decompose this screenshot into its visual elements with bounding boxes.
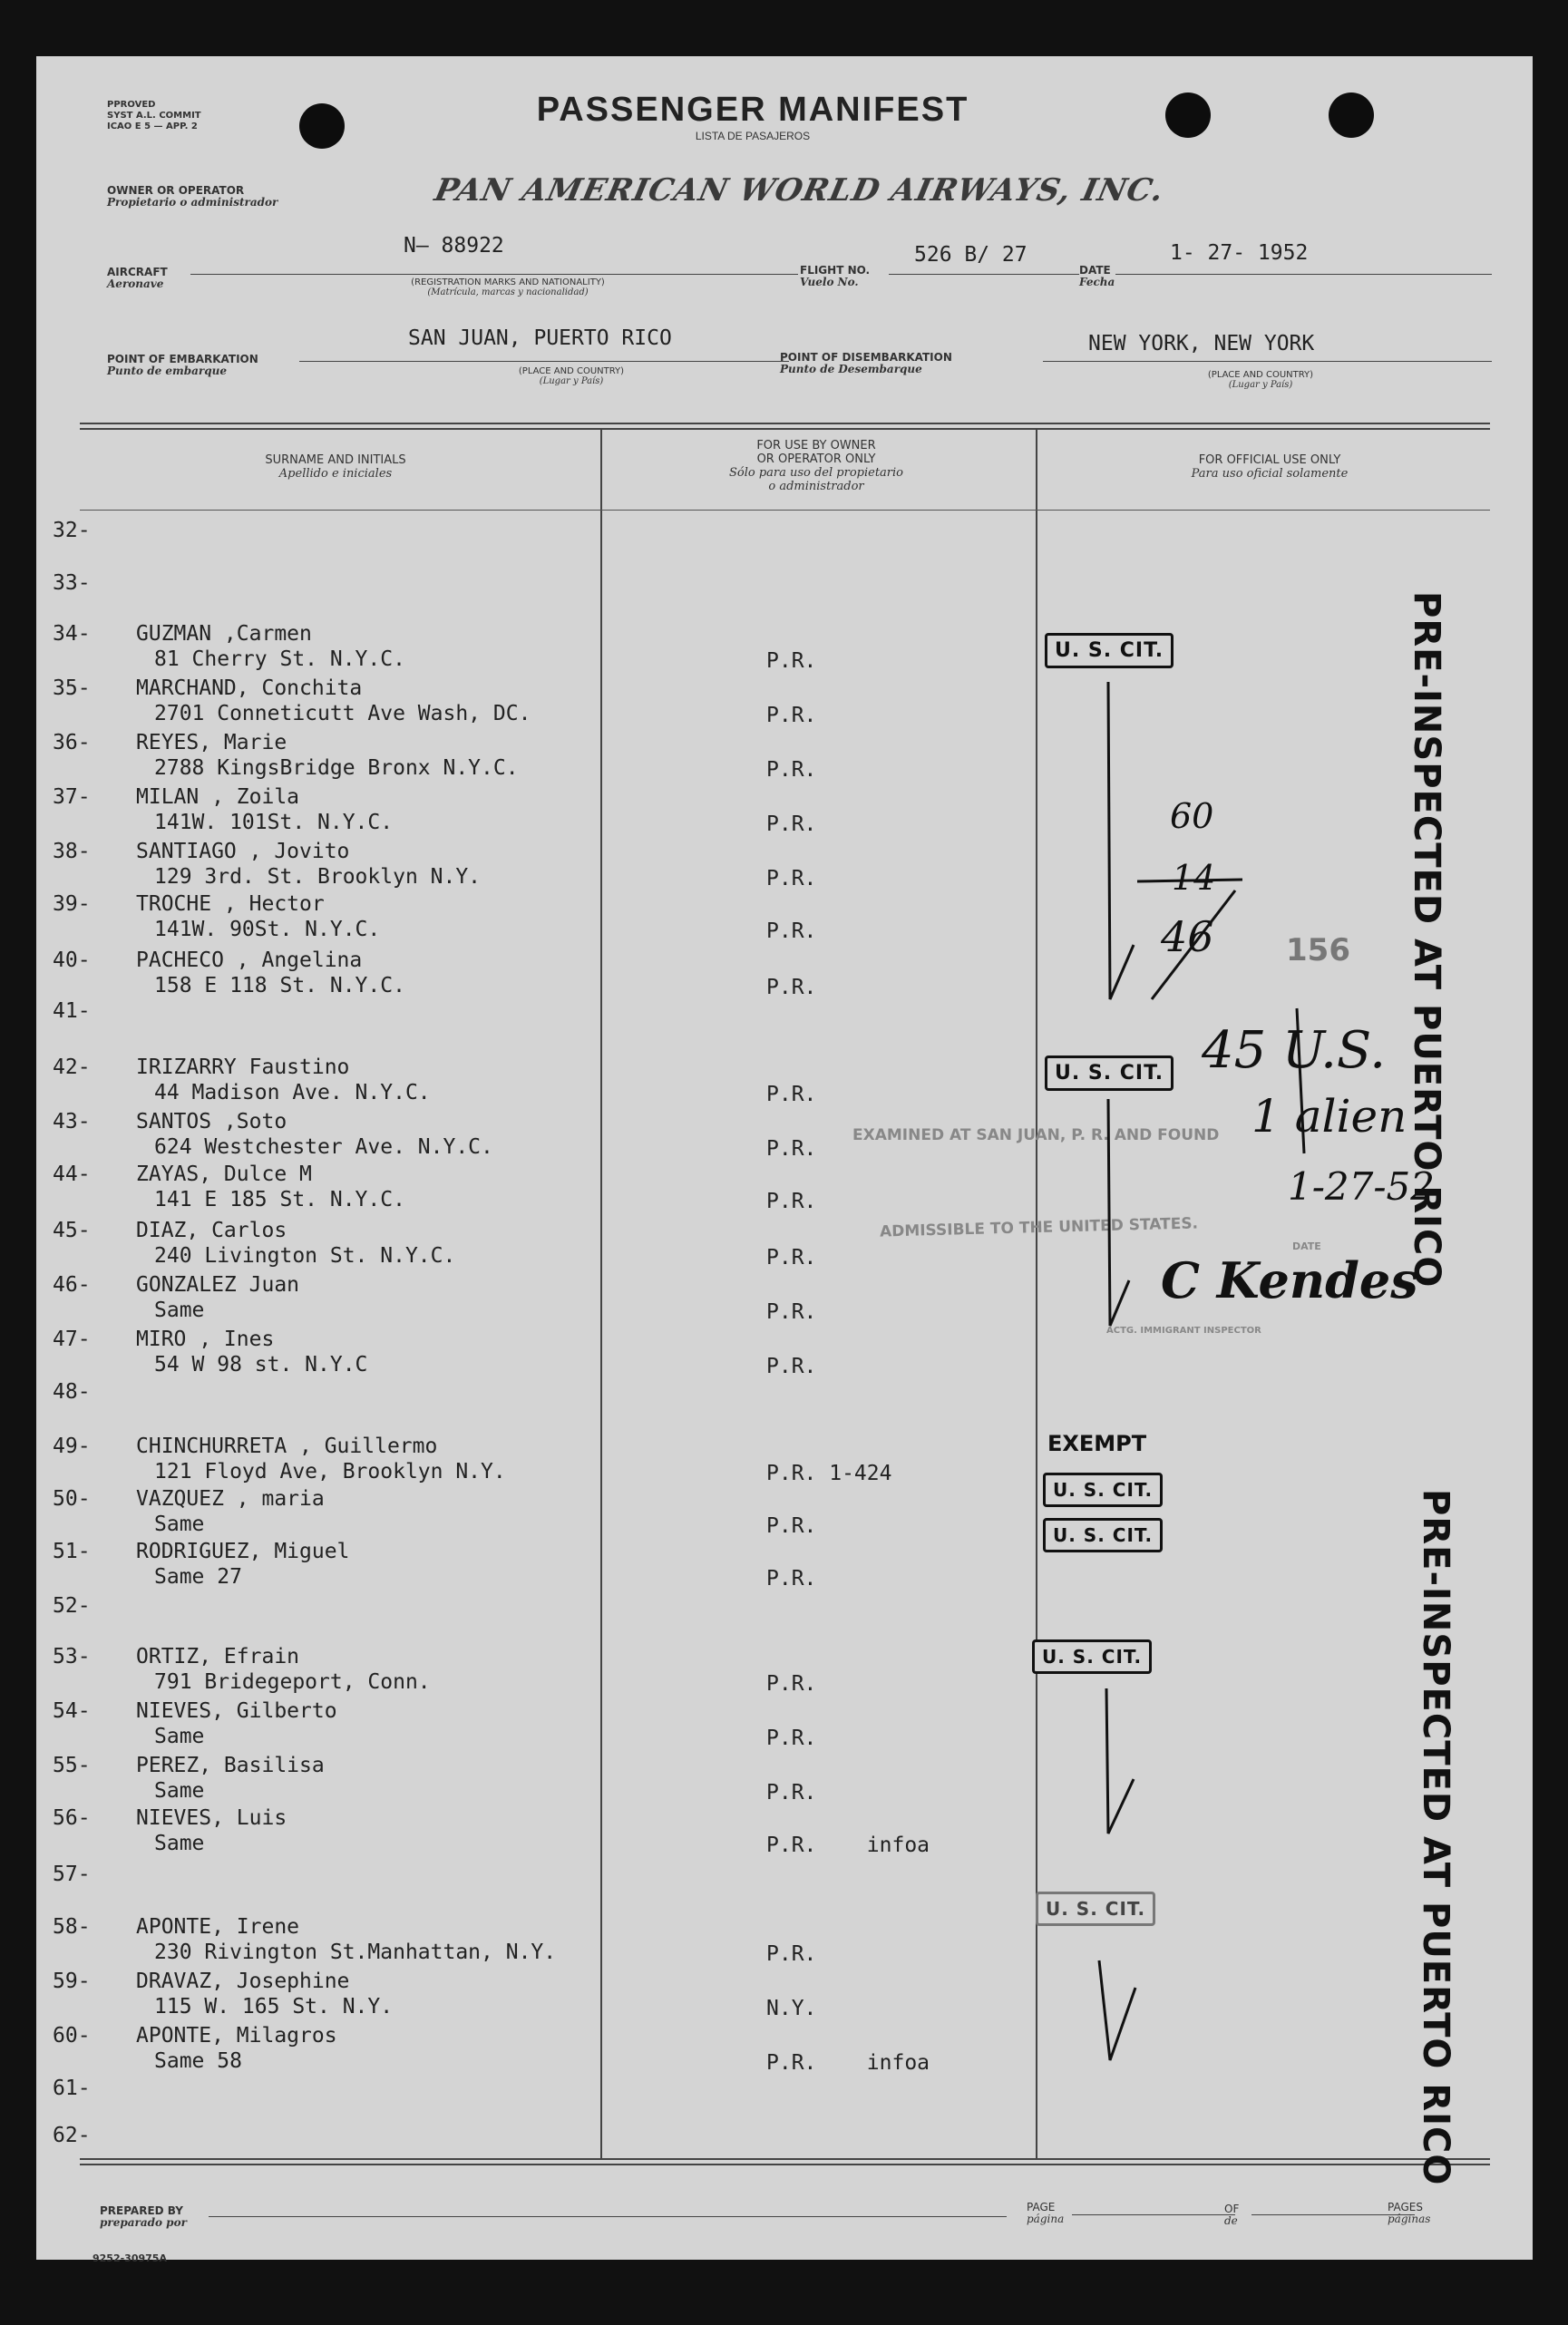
page-title: PASSENGER MANIFEST bbox=[536, 91, 969, 129]
tally-slash bbox=[1152, 890, 1235, 999]
passenger-address: 54 W 98 st. N.Y.C bbox=[154, 1353, 368, 1377]
passenger-name: NIEVES, Luis bbox=[136, 1806, 287, 1830]
passenger-name: REYES, Marie bbox=[136, 731, 287, 754]
passenger-name: PEREZ, Basilisa bbox=[136, 1754, 325, 1777]
date-value: 1- 27- 1952 bbox=[1170, 241, 1309, 265]
row-number: 56- bbox=[53, 1806, 91, 1830]
prepared-by-label: PREPARED BY preparado por bbox=[100, 2204, 187, 2229]
owner-name: PAN AMERICAN WORLD AIRWAYS, INC. bbox=[431, 172, 1168, 209]
passenger-address: 624 Westchester Ave. N.Y.C. bbox=[154, 1135, 493, 1159]
operator-note: P.R. bbox=[766, 1672, 817, 1696]
count-stamp: 156 bbox=[1286, 932, 1350, 968]
passenger-address: Same bbox=[154, 1299, 205, 1322]
row-number: 51- bbox=[53, 1540, 91, 1563]
passenger-name: MIRO , Ines bbox=[136, 1328, 275, 1351]
examined-date-caption: DATE bbox=[1292, 1240, 1321, 1252]
passenger-address: 44 Madison Ave. N.Y.C. bbox=[154, 1081, 431, 1104]
row-number: 45- bbox=[53, 1219, 91, 1242]
row-number: 58- bbox=[53, 1915, 91, 1939]
passenger-name: SANTOS ,Soto bbox=[136, 1110, 287, 1133]
row-number: 57- bbox=[53, 1863, 91, 1886]
row-number: 36- bbox=[53, 731, 91, 754]
passenger-address: 2701 Conneticutt Ave Wash, DC. bbox=[154, 702, 531, 725]
operator-note: P.R. bbox=[766, 1190, 817, 1213]
operator-note: P.R. infoa bbox=[766, 2051, 930, 2075]
operator-note: P.R. bbox=[766, 976, 817, 999]
operator-note: P.R. 1-424 bbox=[766, 1462, 892, 1485]
row-number: 54- bbox=[53, 1699, 91, 1723]
examined-stamp-line2: ADMISSIBLE TO THE UNITED STATES. bbox=[879, 1214, 1199, 1241]
check-marks bbox=[36, 56, 1533, 2260]
manifest-page bbox=[36, 56, 1533, 2264]
row-number: 50- bbox=[53, 1487, 91, 1511]
row-number: 61- bbox=[53, 2077, 91, 2100]
flight-label: FLIGHT NO. Vuelo No. bbox=[800, 264, 871, 288]
handwritten-14: 14 bbox=[1172, 858, 1216, 898]
row-number: 33- bbox=[53, 571, 91, 595]
passenger-name: ORTIZ, Efrain bbox=[136, 1645, 300, 1668]
row-number: 39- bbox=[53, 892, 91, 916]
row-number: 62- bbox=[53, 2124, 91, 2147]
passenger-name: DRAVAZ, Josephine bbox=[136, 1970, 350, 1993]
handwritten-date: 1-27-52 bbox=[1288, 1164, 1435, 1209]
handwritten-count-note: 45 U.S. bbox=[1202, 1021, 1387, 1080]
operator-note: P.R. bbox=[766, 1567, 817, 1591]
date-label: DATE Fecha bbox=[1079, 264, 1115, 288]
passenger-name: MILAN , Zoila bbox=[136, 785, 300, 809]
passenger-name: RODRIGUEZ, Miguel bbox=[136, 1540, 350, 1563]
passenger-address: 158 E 118 St. N.Y.C. bbox=[154, 974, 405, 997]
passenger-name: PACHECO , Angelina bbox=[136, 948, 363, 972]
operator-note: P.R. bbox=[766, 758, 817, 782]
operator-note: P.R. bbox=[766, 867, 817, 890]
us-cit-stamp: U. S. CIT. bbox=[1036, 1892, 1155, 1926]
us-cit-stamp: U. S. CIT. bbox=[1032, 1639, 1152, 1674]
passenger-name: CHINCHURRETA , Guillermo bbox=[136, 1435, 438, 1458]
passenger-address: Same bbox=[154, 1725, 205, 1748]
embarkation-caption: (PLACE AND COUNTRY) (Lugar y País) bbox=[518, 366, 625, 386]
passenger-address: Same 27 bbox=[154, 1565, 242, 1589]
passenger-name: GUZMAN ,Carmen bbox=[136, 622, 312, 646]
row-number: 46- bbox=[53, 1273, 91, 1297]
check-mark-line bbox=[1108, 1099, 1129, 1326]
row-number: 49- bbox=[53, 1435, 91, 1458]
disembarkation-value: NEW YORK, NEW YORK bbox=[1088, 332, 1315, 355]
aircraft-label: AIRCRAFT Aeronave bbox=[107, 266, 168, 290]
disembarkation-label: POINT OF DISEMBARKATION Punto de Desembarque bbox=[780, 351, 952, 375]
row-number: 52- bbox=[53, 1594, 91, 1618]
passenger-address: 240 Livington St. N.Y.C. bbox=[154, 1244, 456, 1268]
passenger-name: MARCHAND, Conchita bbox=[136, 676, 363, 700]
check-mark-line bbox=[1099, 1960, 1135, 2060]
us-cit-stamp: U. S. CIT. bbox=[1043, 1473, 1163, 1507]
operator-note: P.R. bbox=[766, 1781, 817, 1805]
row-number: 48- bbox=[53, 1380, 91, 1404]
passenger-address: 129 3rd. St. Brooklyn N.Y. bbox=[154, 865, 482, 889]
column-header-surname: SURNAME AND INITIALS Apellido e iniciales bbox=[265, 453, 406, 481]
row-number: 60- bbox=[53, 2024, 91, 2048]
row-number: 43- bbox=[53, 1110, 91, 1133]
passenger-address: Same bbox=[154, 1832, 205, 1855]
column-header-operator: FOR USE BY OWNER OR OPERATOR ONLY Sólo para uso del propietario o administrador bbox=[728, 439, 904, 493]
passenger-address: 141 E 185 St. N.Y.C. bbox=[154, 1188, 405, 1211]
passenger-address: 141W. 90St. N.Y.C. bbox=[154, 918, 381, 941]
stroke-line bbox=[1297, 1008, 1304, 1153]
row-number: 41- bbox=[53, 999, 91, 1023]
passenger-name: IRIZARRY Faustino bbox=[136, 1055, 350, 1079]
passenger-address: 141W. 101St. N.Y.C. bbox=[154, 811, 394, 834]
check-mark-line bbox=[1108, 682, 1134, 999]
row-number: 38- bbox=[53, 840, 91, 863]
operator-note: P.R. bbox=[766, 1137, 817, 1161]
row-number: 44- bbox=[53, 1162, 91, 1186]
us-cit-stamp: U. S. CIT. bbox=[1045, 1055, 1174, 1091]
operator-note: P.R. bbox=[766, 1300, 817, 1324]
handwritten-60: 60 bbox=[1170, 796, 1214, 836]
row-number: 47- bbox=[53, 1328, 91, 1351]
operator-note: P.R. bbox=[766, 1514, 817, 1538]
aircraft-caption: (REGISTRATION MARKS AND NATIONALITY) (Matrícula, marcas y nacionalidad) bbox=[411, 277, 605, 297]
passenger-address: Same 58 bbox=[154, 2049, 242, 2073]
passenger-name: GONZALEZ Juan bbox=[136, 1273, 300, 1297]
passenger-address: 2788 KingsBridge Bronx N.Y.C. bbox=[154, 756, 519, 780]
operator-note: P.R. bbox=[766, 1355, 817, 1378]
approval-block: PPROVED SYST A.L. COMMIT ICAO E 5 — APP. 2 bbox=[107, 100, 201, 131]
disembarkation-caption: (PLACE AND COUNTRY) (Lugar y País) bbox=[1207, 370, 1314, 390]
inspector-signature: C Kendes bbox=[1161, 1251, 1418, 1309]
handwritten-alien-note: 1 alien bbox=[1251, 1090, 1407, 1143]
row-number: 37- bbox=[53, 785, 91, 809]
passenger-name: TROCHE , Hector bbox=[136, 892, 325, 916]
operator-note: P.R. bbox=[766, 649, 817, 673]
column-header-official: FOR OFFICIAL USE ONLY Para uso oficial solamente bbox=[1191, 453, 1349, 481]
us-cit-stamp: U. S. CIT. bbox=[1045, 633, 1174, 668]
operator-note: P.R. bbox=[766, 704, 817, 727]
check-mark-line bbox=[1106, 1688, 1134, 1834]
pages-label: PAGES páginas bbox=[1388, 2201, 1431, 2225]
operator-note: P.R. bbox=[766, 1942, 817, 1966]
operator-note: P.R. bbox=[766, 919, 817, 943]
row-number: 35- bbox=[53, 676, 91, 700]
operator-note: P.R. bbox=[766, 812, 817, 836]
passenger-name: APONTE, Milagros bbox=[136, 2024, 337, 2048]
row-number: 42- bbox=[53, 1055, 91, 1079]
row-number: 34- bbox=[53, 622, 91, 646]
page-label: PAGE página bbox=[1027, 2201, 1065, 2225]
passenger-address: 230 Rivington St.Manhattan, N.Y. bbox=[154, 1941, 557, 1964]
operator-note: P.R. bbox=[766, 1083, 817, 1106]
passenger-name: SANTIAGO , Jovito bbox=[136, 840, 350, 863]
us-cit-stamp: U. S. CIT. bbox=[1043, 1518, 1163, 1552]
inspector-caption: ACTG. IMMIGRANT INSPECTOR bbox=[1106, 1326, 1261, 1336]
operator-note: P.R. bbox=[766, 1727, 817, 1750]
handwritten-46: 46 bbox=[1161, 912, 1214, 961]
passenger-name: DIAZ, Carlos bbox=[136, 1219, 287, 1242]
page-subtitle: LISTA DE PASAJEROS bbox=[695, 130, 811, 142]
passenger-name: NIEVES, Gilberto bbox=[136, 1699, 337, 1723]
tally-line bbox=[1137, 880, 1242, 881]
passenger-address: Same bbox=[154, 1779, 205, 1803]
exempt-stamp: EXEMPT bbox=[1047, 1431, 1147, 1456]
preinspected-stamp: PRE-INSPECTED AT PUERTO RICO bbox=[1406, 591, 1447, 1289]
embarkation-value: SAN JUAN, PUERTO RICO bbox=[408, 326, 672, 350]
row-number: 55- bbox=[53, 1754, 91, 1777]
owner-label: OWNER OR OPERATOR Propietario o administrador bbox=[107, 184, 278, 209]
passenger-address: Same bbox=[154, 1513, 205, 1536]
passenger-address: 81 Cherry St. N.Y.C. bbox=[154, 647, 405, 671]
row-number: 32- bbox=[53, 519, 91, 542]
form-number: 9252-30975A bbox=[93, 2252, 167, 2264]
row-number: 40- bbox=[53, 948, 91, 972]
examined-stamp-line1: EXAMINED AT SAN JUAN, P. R. AND FOUND bbox=[852, 1126, 1220, 1144]
embarkation-label: POINT OF EMBARKATION Punto de embarque bbox=[107, 353, 258, 377]
of-label: OF de bbox=[1224, 2203, 1240, 2227]
flight-value: 526 B/ 27 bbox=[914, 243, 1027, 267]
aircraft-value: N— 88922 bbox=[404, 234, 504, 258]
passenger-name: VAZQUEZ , maria bbox=[136, 1487, 325, 1511]
passenger-name: APONTE, Irene bbox=[136, 1915, 300, 1939]
row-number: 53- bbox=[53, 1645, 91, 1668]
passenger-name: ZAYAS, Dulce M bbox=[136, 1162, 312, 1186]
operator-note: N.Y. bbox=[766, 1997, 817, 2020]
operator-note: P.R. bbox=[766, 1246, 817, 1270]
passenger-address: 121 Floyd Ave, Brooklyn N.Y. bbox=[154, 1460, 506, 1484]
operator-note: P.R. infoa bbox=[766, 1834, 930, 1857]
passenger-address: 115 W. 165 St. N.Y. bbox=[154, 1995, 394, 2019]
passenger-address: 791 Bridegeport, Conn. bbox=[154, 1670, 431, 1694]
row-number: 59- bbox=[53, 1970, 91, 1993]
preinspected-stamp: PRE-INSPECTED AT PUERTO RICO bbox=[1415, 1489, 1456, 2186]
